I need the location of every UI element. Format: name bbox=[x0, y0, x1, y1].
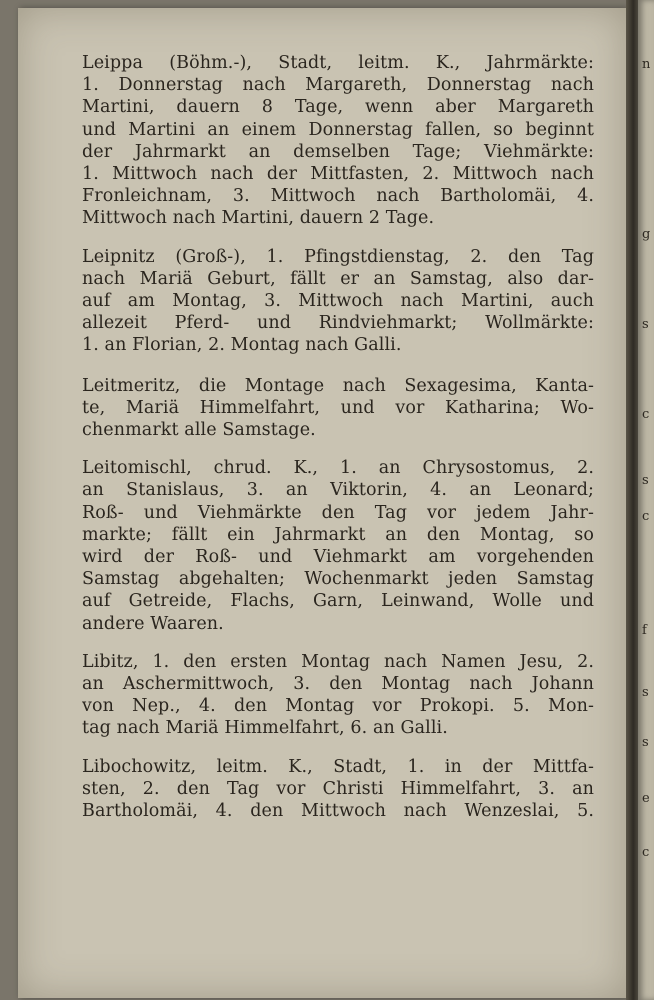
text-line: andere Waaren. bbox=[82, 613, 224, 634]
adjacent-page-edge bbox=[638, 0, 654, 1000]
text-line: an Stanislaus, 3. an Viktorin, 4. an Leonard; bbox=[82, 480, 594, 501]
text-line: markte; fällt ein Jahrmarkt an den Montag, so bbox=[82, 524, 594, 545]
page-edge-glyph: e bbox=[642, 791, 650, 806]
text-line: auf Getreide, Flachs, Garn, Leinwand, Wolle und bbox=[82, 591, 594, 612]
page-edge-glyph: c bbox=[642, 845, 650, 860]
text-line: Leippa (Böhm.-), Stadt, leitm. K., Jahrmärkte: bbox=[82, 53, 594, 73]
entry-libochowitz bbox=[82, 756, 594, 823]
page-edge-glyph: s bbox=[642, 317, 649, 332]
page-edge-glyph: s bbox=[642, 473, 649, 488]
entry-leitomischl bbox=[82, 457, 594, 635]
text-line: an Aschermittwoch, 3. den Montag nach Johann bbox=[82, 674, 594, 695]
page-edge-glyph: s bbox=[642, 735, 649, 750]
entry-leipnitz bbox=[82, 246, 594, 357]
text-line: 1. an Florian, 2. Montag nach Galli. bbox=[82, 335, 402, 356]
text-line: sten, 2. den Tag vor Christi Himmelfahrt, 3. an bbox=[82, 778, 594, 799]
text-line: 1. Donnerstag nach Margareth, Donnerstag nach bbox=[82, 75, 594, 96]
gazetteer-text bbox=[82, 52, 594, 838]
text-line: wird der Roß- und Viehmarkt am vorgehenden bbox=[82, 547, 594, 568]
text-line: Fronleichnam, 3. Mittwoch nach Bartholomäi, 4. bbox=[82, 186, 594, 207]
text-line: tag nach Mariä Himmelfahrt, 6. an Galli. bbox=[82, 718, 448, 739]
text-line: und Martini an einem Donnerstag fallen, so beginnt bbox=[82, 119, 594, 140]
text-line: auf am Montag, 3. Mittwoch nach Martini, auch bbox=[82, 291, 594, 312]
text-line: nach Mariä Geburt, fällt er an Samstag, also dar- bbox=[82, 268, 594, 289]
text-line: Martini, dauern 8 Tage, wenn aber Margareth bbox=[82, 97, 594, 118]
entry-libitz bbox=[82, 651, 594, 740]
book-gutter bbox=[626, 0, 638, 1000]
page-edge-glyph: n bbox=[642, 57, 651, 72]
page-edge-glyph: c bbox=[642, 509, 650, 524]
text-line: Libitz, 1. den ersten Montag nach Namen Jesu, 2. bbox=[82, 651, 594, 672]
text-line: Samstag abgehalten; Wochenmarkt jeden Samstag bbox=[82, 569, 594, 590]
page-edge-glyph: g bbox=[642, 227, 651, 242]
entry-leippa bbox=[82, 52, 594, 230]
page-edge-glyph: s bbox=[642, 685, 649, 700]
text-line: Leitmeritz, die Montage nach Sexagesima, Kanta- bbox=[82, 375, 594, 396]
text-line: Mittwoch nach Martini, dauern 2 Tage. bbox=[82, 208, 435, 229]
page-edge-glyph: c bbox=[642, 407, 650, 422]
text-line: chenmarkt alle Samstage. bbox=[82, 420, 316, 441]
text-line: Leipnitz (Groß-), 1. Pfingstdienstag, 2. den Tag bbox=[82, 246, 594, 267]
text-line: der Jahrmarkt an demselben Tage; Viehmärkte: bbox=[82, 141, 594, 162]
text-line: te, Mariä Himmelfahrt, und vor Katharina; Wo- bbox=[82, 397, 594, 418]
entry-leitmeritz bbox=[82, 375, 594, 442]
text-line: Roß- und Viehmärkte den Tag vor jedem Jahr- bbox=[82, 502, 594, 523]
text-line: von Nep., 4. den Montag vor Prokopi. 5. Mon- bbox=[82, 696, 594, 717]
text-line: Leitomischl, chrud. K., 1. an Chrysostomus, 2. bbox=[82, 458, 594, 479]
text-line: Libochowitz, leitm. K., Stadt, 1. in der Mittfa- bbox=[82, 756, 594, 777]
text-line: allezeit Pferd- und Rindviehmarkt; Wollmärkte: bbox=[82, 313, 594, 334]
text-line: Bartholomäi, 4. den Mittwoch nach Wenzeslai, 5. bbox=[82, 801, 594, 822]
page-edge-glyph: f bbox=[642, 623, 647, 638]
text-line: 1. Mittwoch nach der Mittfasten, 2. Mittwoch nach bbox=[82, 164, 594, 185]
